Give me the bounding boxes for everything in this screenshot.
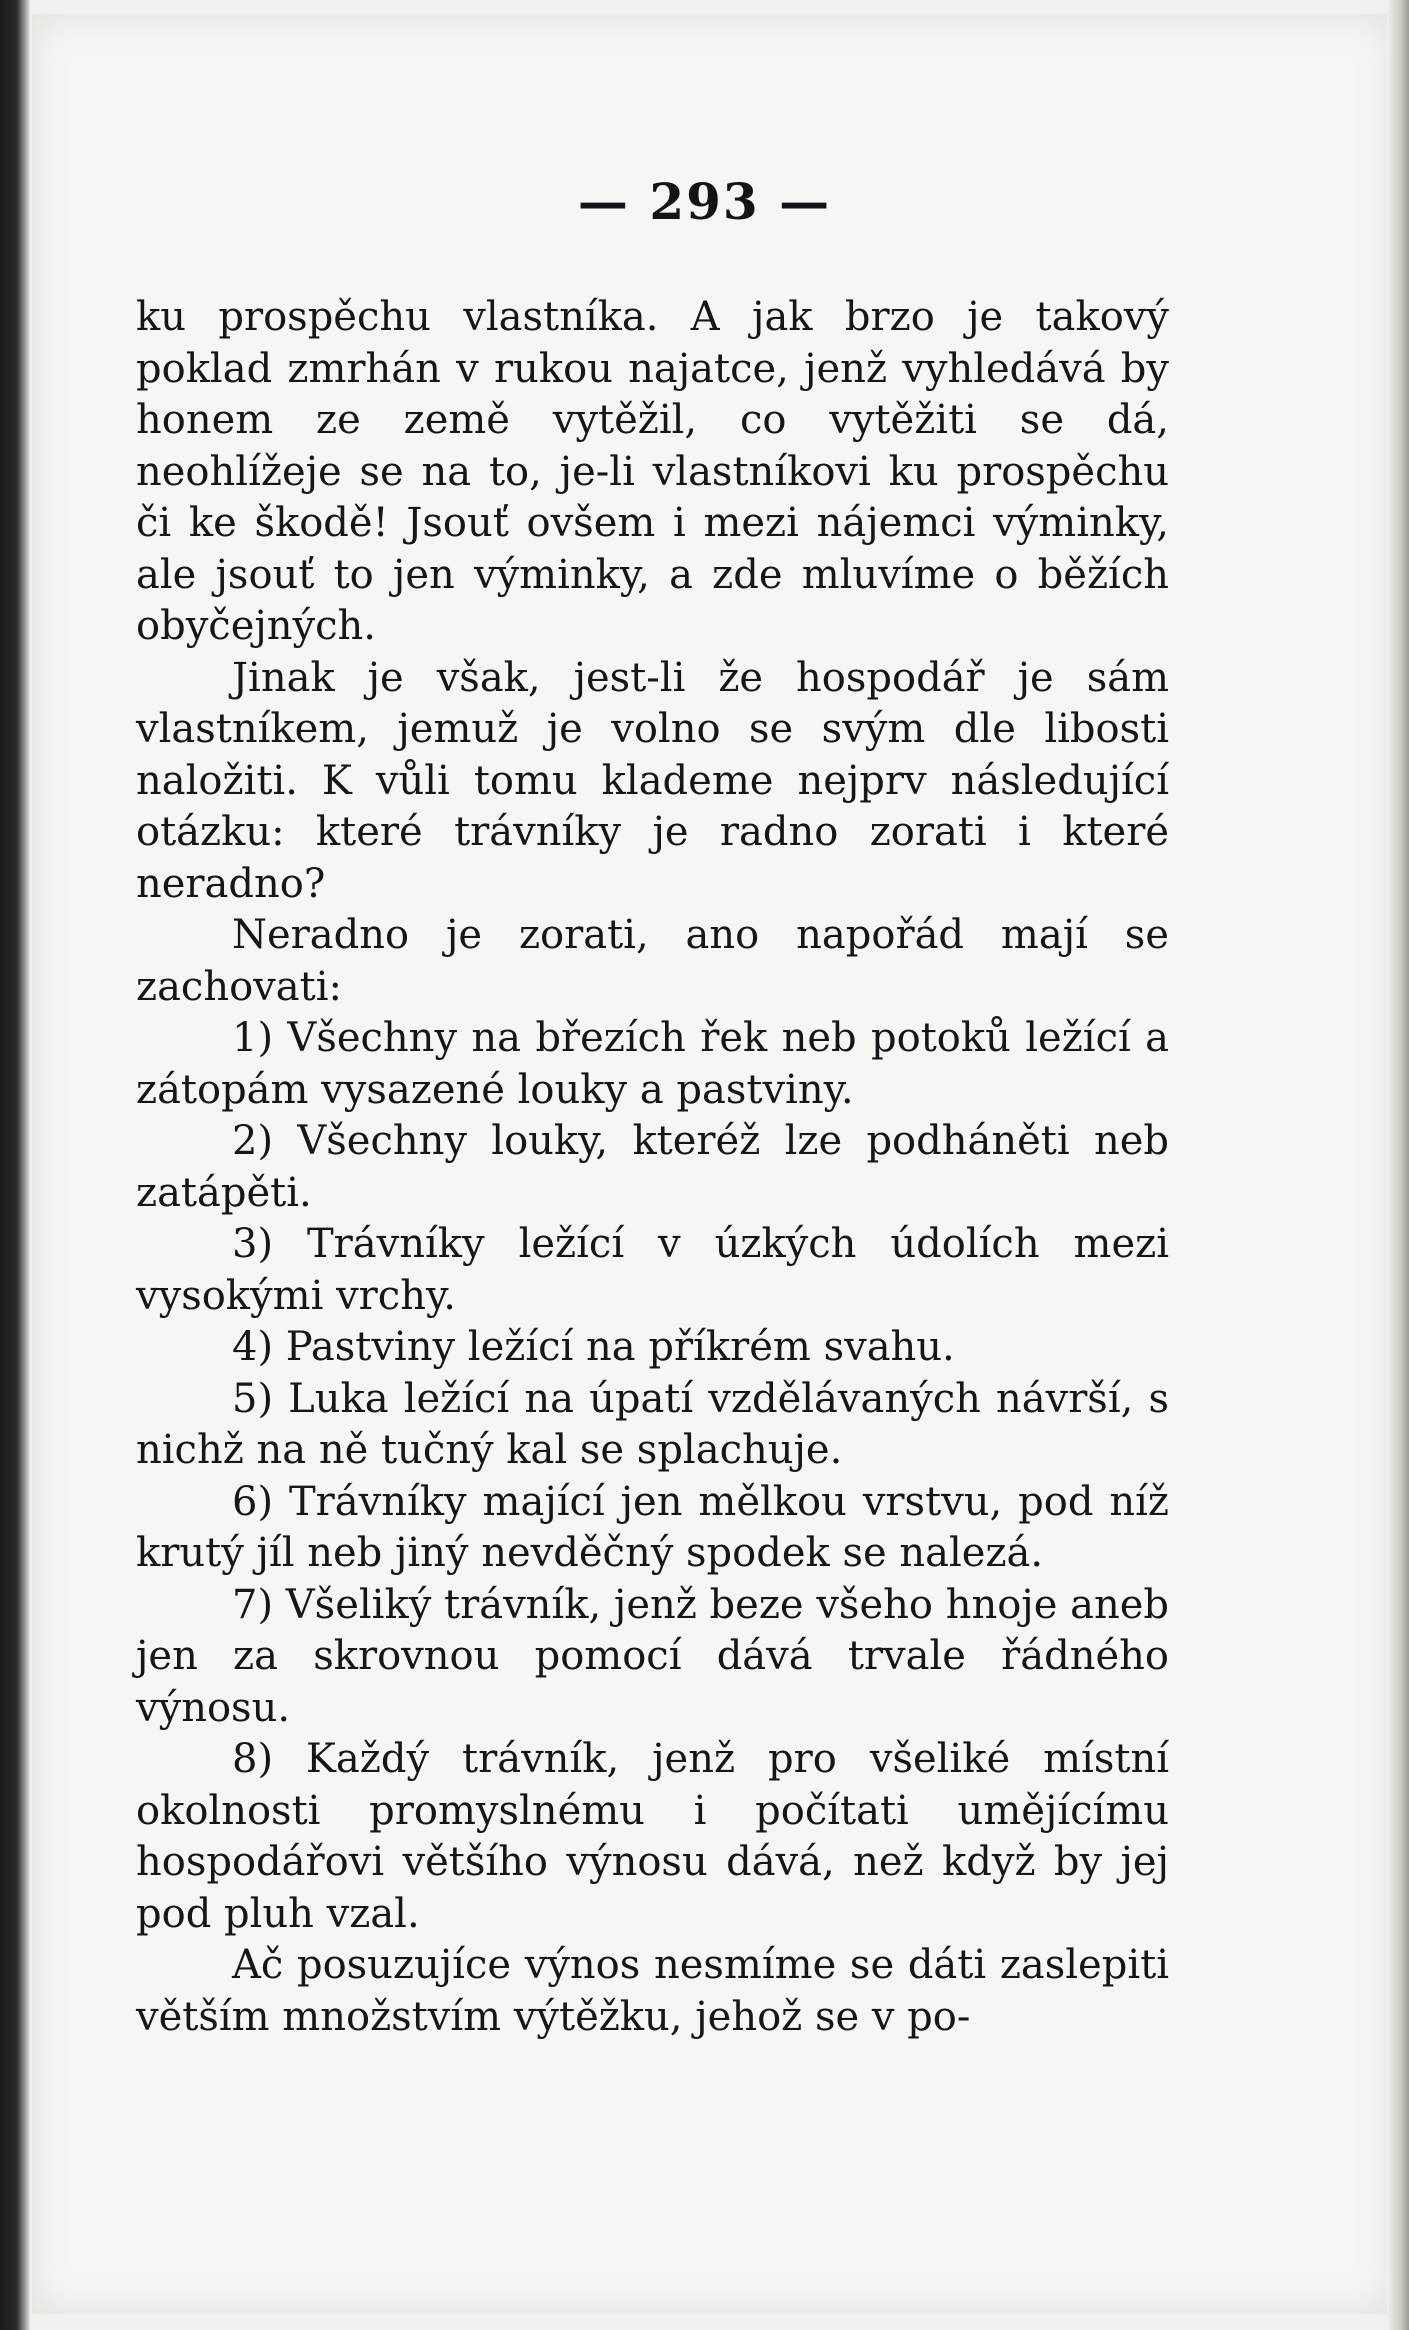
paragraph: Ač posuzujíce výnos nesmíme se dáti zaslepiti větším množstvím výtěžku, jehož se v po- <box>136 1942 1169 2040</box>
paragraph-continuation: ku prospěchu vlastníka. A jak brzo je takový poklad zmrhán v rukou najatce, jenž vyhledává by honem ze země vytěžil, co vytěžiti se dá, neohlížeje se na to, je-li vlastníkovi ku prospěchu či ke škodě! Jsouť ovšem i mezi nájemci výminky, ale jsouť to jen výminky, a zde mluvíme o běžích obyčejných. <box>136 294 1169 649</box>
list-item: 6) Trávníky mající jen mělkou vrstvu, pod níž krutý jíl neb jiný nevděčný spodek se nalezá. <box>136 1478 1169 1576</box>
binding-edge <box>0 0 30 2330</box>
list-item: 8) Každý trávník, jenž pro všeliké místní okolnosti promyslnému i počítati umějícímu hospodářovi většího výnosu dává, než když by jej pod pluh vzal. <box>136 1736 1169 1937</box>
body-text <box>136 292 1169 2043</box>
list-item: 7) Všeliký trávník, jenž beze všeho hnoje aneb jen za skrovnou pomocí dává trvale řádného výnosu. <box>136 1581 1169 1731</box>
list-item: 1) Všechny na březích řek neb potoků ležící a zátopám vysazené louky a pastviny. <box>136 1015 1169 1113</box>
list-item: 3) Trávníky ležící v úzkých údolích mezi vysokými vrchy. <box>136 1221 1169 1319</box>
page-edge-shadow <box>1387 0 1409 2330</box>
list-item: 5) Luka ležící na úpatí vzdělávaných návrší, s nichž na ně tučný kal se splachuje. <box>136 1375 1169 1473</box>
list-item: 4) Pastviny ležící na příkrém svahu. <box>232 1324 955 1370</box>
paragraph: Jinak je však, jest-li že hospodář je sám vlastníkem, jemuž je volno se svým dle libosti naložiti. K vůli tomu klademe nejprv následující otázku: které trávníky je radno zorati i které neradno? <box>136 654 1169 907</box>
paragraph: Neradno je zorati, ano napořád mají se zachovati: <box>136 912 1169 1010</box>
page-number: — 293 — <box>577 172 832 231</box>
list-item: 2) Všechny louky, kteréž lze podháněti neb zatápěti. <box>136 1118 1169 1216</box>
